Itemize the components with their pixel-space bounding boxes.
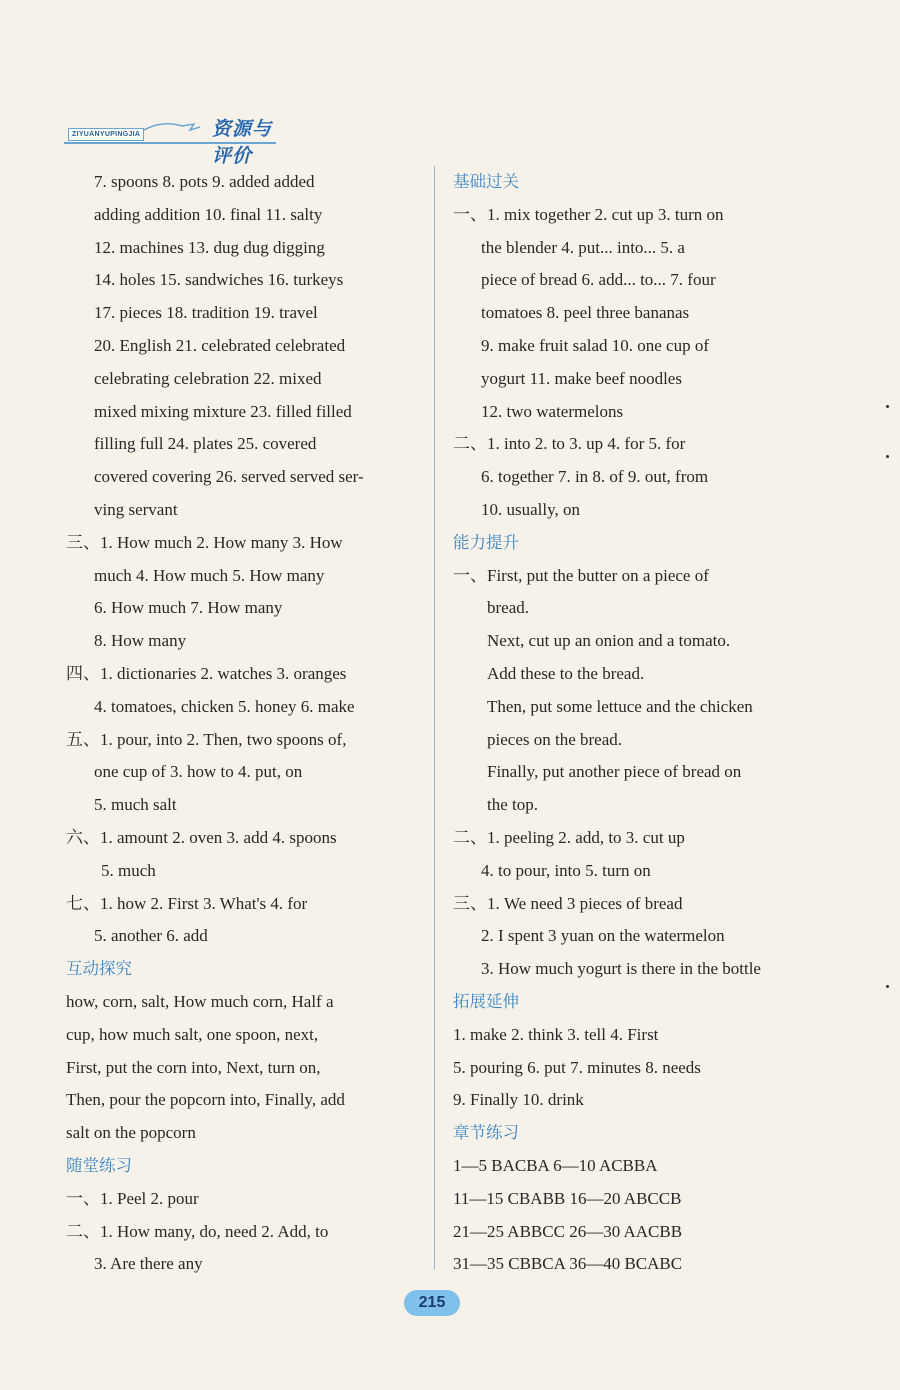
- answer-line: 1. make 2. think 3. tell 4. First: [453, 1024, 659, 1044]
- answer-line: 六、1. amount 2. oven 3. add 4. spoons: [66, 827, 337, 847]
- answer-line: pieces on the bread.: [487, 729, 622, 749]
- page-number: 215: [404, 1290, 460, 1316]
- answer-line: 一、1. mix together 2. cut up 3. turn on: [453, 204, 724, 224]
- answer-line: 6. together 7. in 8. of 9. out, from: [481, 467, 709, 487]
- answer-line: 一、1. Peel 2. pour: [66, 1188, 199, 1208]
- answer-line: covered covering 26. served served ser-: [94, 467, 364, 487]
- answer-line: tomatoes 8. peel three bananas: [481, 303, 690, 323]
- answer-line: adding addition 10. final 11. salty: [94, 204, 323, 224]
- answer-line: Finally, put another piece of bread on: [487, 762, 742, 782]
- answer-line: 4. tomatoes, chicken 5. honey 6. make: [94, 696, 355, 716]
- answers-block: [66, 166, 418, 953]
- answer-line: 20. English 21. celebrated celebrated: [94, 335, 346, 355]
- answers-block: [453, 1019, 813, 1117]
- answer-line: 12. machines 13. dug dug digging: [94, 237, 325, 257]
- answer-line: Next, cut up an onion and a tomato.: [487, 631, 731, 651]
- answer-line: 5. pouring 6. put 7. minutes 8. needs: [453, 1057, 701, 1077]
- answers-block: [66, 1183, 418, 1281]
- section-title-extend: 拓展延伸: [453, 991, 519, 1011]
- answer-line: mixed mixing mixture 23. filled filled: [94, 401, 352, 421]
- answer-line: Then, put some lettuce and the chicken: [487, 696, 753, 716]
- header-rule: [64, 142, 276, 144]
- answers-block: [453, 1150, 813, 1281]
- answer-line: ving servant: [94, 499, 178, 519]
- section-title-ability: 能力提升: [453, 532, 519, 552]
- section-title-basic: 基础过关: [453, 172, 519, 191]
- answers-block: [453, 199, 813, 527]
- brand-pinyin: ZIYUANYUPINGJIA: [68, 128, 144, 141]
- answer-line: 10. usually, on: [481, 499, 581, 519]
- answer-line: 二、1. into 2. to 3. up 4. for 5. for: [453, 434, 686, 454]
- answer-line: 四、1. dictionaries 2. watches 3. oranges: [66, 663, 347, 683]
- answer-line: 4. to pour, into 5. turn on: [481, 860, 651, 880]
- answer-line: 5. another 6. add: [94, 926, 208, 946]
- answer-line: bread.: [487, 598, 530, 618]
- answer-line: 2. I spent 3 yuan on the watermelon: [481, 926, 725, 946]
- section-title-chapter: 章节练习: [453, 1123, 519, 1143]
- edge-mark: [886, 405, 889, 408]
- answer-line: 二、1. peeling 2. add, to 3. cut up: [453, 827, 685, 847]
- answer-line: 12. two watermelons: [481, 401, 624, 421]
- answer-line: the blender 4. put... into... 5. a: [481, 237, 685, 257]
- answer-line: 七、1. how 2. First 3. What's 4. for: [66, 893, 308, 913]
- answer-line: cup, how much salt, one spoon, next,: [66, 1024, 319, 1044]
- answer-line: 31—35 CBBCA 36—40 BCABC: [453, 1254, 683, 1274]
- column-divider: [434, 166, 435, 1270]
- header-brand: [64, 112, 276, 167]
- answer-line: First, put the corn into, Next, turn on,: [66, 1057, 321, 1077]
- answer-line: 3. How much yogurt is there in the bottle: [481, 959, 761, 979]
- answers-block: [453, 560, 813, 986]
- answer-line: one cup of 3. how to 4. put, on: [94, 762, 303, 782]
- answer-line: celebrating celebration 22. mixed: [94, 368, 322, 388]
- answer-line: filling full 24. plates 25. covered: [94, 434, 317, 454]
- edge-mark: [886, 985, 889, 988]
- answer-line: 21—25 ABBCC 26—30 AACBB: [453, 1221, 683, 1241]
- answer-line: how, corn, salt, How much corn, Half a: [66, 991, 334, 1011]
- answer-line: 17. pieces 18. tradition 19. travel: [94, 303, 318, 323]
- answer-line: 一、First, put the butter on a piece of: [453, 565, 709, 585]
- answer-line: 三、1. We need 3 pieces of bread: [453, 893, 683, 913]
- answer-line: 3. Are there any: [94, 1254, 203, 1274]
- answer-line: the top.: [487, 795, 538, 815]
- answer-line: Then, pour the popcorn into, Finally, add: [66, 1090, 345, 1110]
- answer-line: 14. holes 15. sandwiches 16. turkeys: [94, 270, 344, 290]
- section-title-interactive: 互动探究: [66, 959, 132, 979]
- answer-line: 8. How many: [94, 631, 187, 651]
- edge-mark: [886, 455, 889, 458]
- answer-line: piece of bread 6. add... to... 7. four: [481, 270, 716, 290]
- answer-line: 5. much: [101, 860, 156, 880]
- answer-line: 三、1. How much 2. How many 3. How: [66, 532, 343, 552]
- answer-line: yogurt 11. make beef noodles: [481, 368, 682, 388]
- answer-line: 11—15 CBABB 16—20 ABCCB: [453, 1188, 682, 1208]
- answer-line: 1—5 BACBA 6—10 ACBBA: [453, 1155, 658, 1175]
- left-column: [66, 166, 418, 1281]
- right-column: [453, 166, 813, 1281]
- answer-line: 7. spoons 8. pots 9. added added: [94, 172, 315, 191]
- arrow-icon: [142, 120, 204, 134]
- answer-line: 9. Finally 10. drink: [453, 1090, 584, 1110]
- answers-block: [66, 986, 418, 1150]
- answer-line: 6. How much 7. How many: [94, 598, 283, 618]
- answer-line: 二、1. How many, do, need 2. Add, to: [66, 1221, 329, 1241]
- brand-title: 资源与评价: [212, 118, 273, 167]
- answer-line: 5. much salt: [94, 795, 177, 815]
- answer-line: 五、1. pour, into 2. Then, two spoons of,: [66, 729, 347, 749]
- section-title-practice: 随堂练习: [66, 1155, 132, 1175]
- answer-line: Add these to the bread.: [487, 663, 645, 683]
- answer-line: salt on the popcorn: [66, 1123, 196, 1143]
- answer-line: much 4. How much 5. How many: [94, 565, 325, 585]
- answer-line: 9. make fruit salad 10. one cup of: [481, 335, 710, 355]
